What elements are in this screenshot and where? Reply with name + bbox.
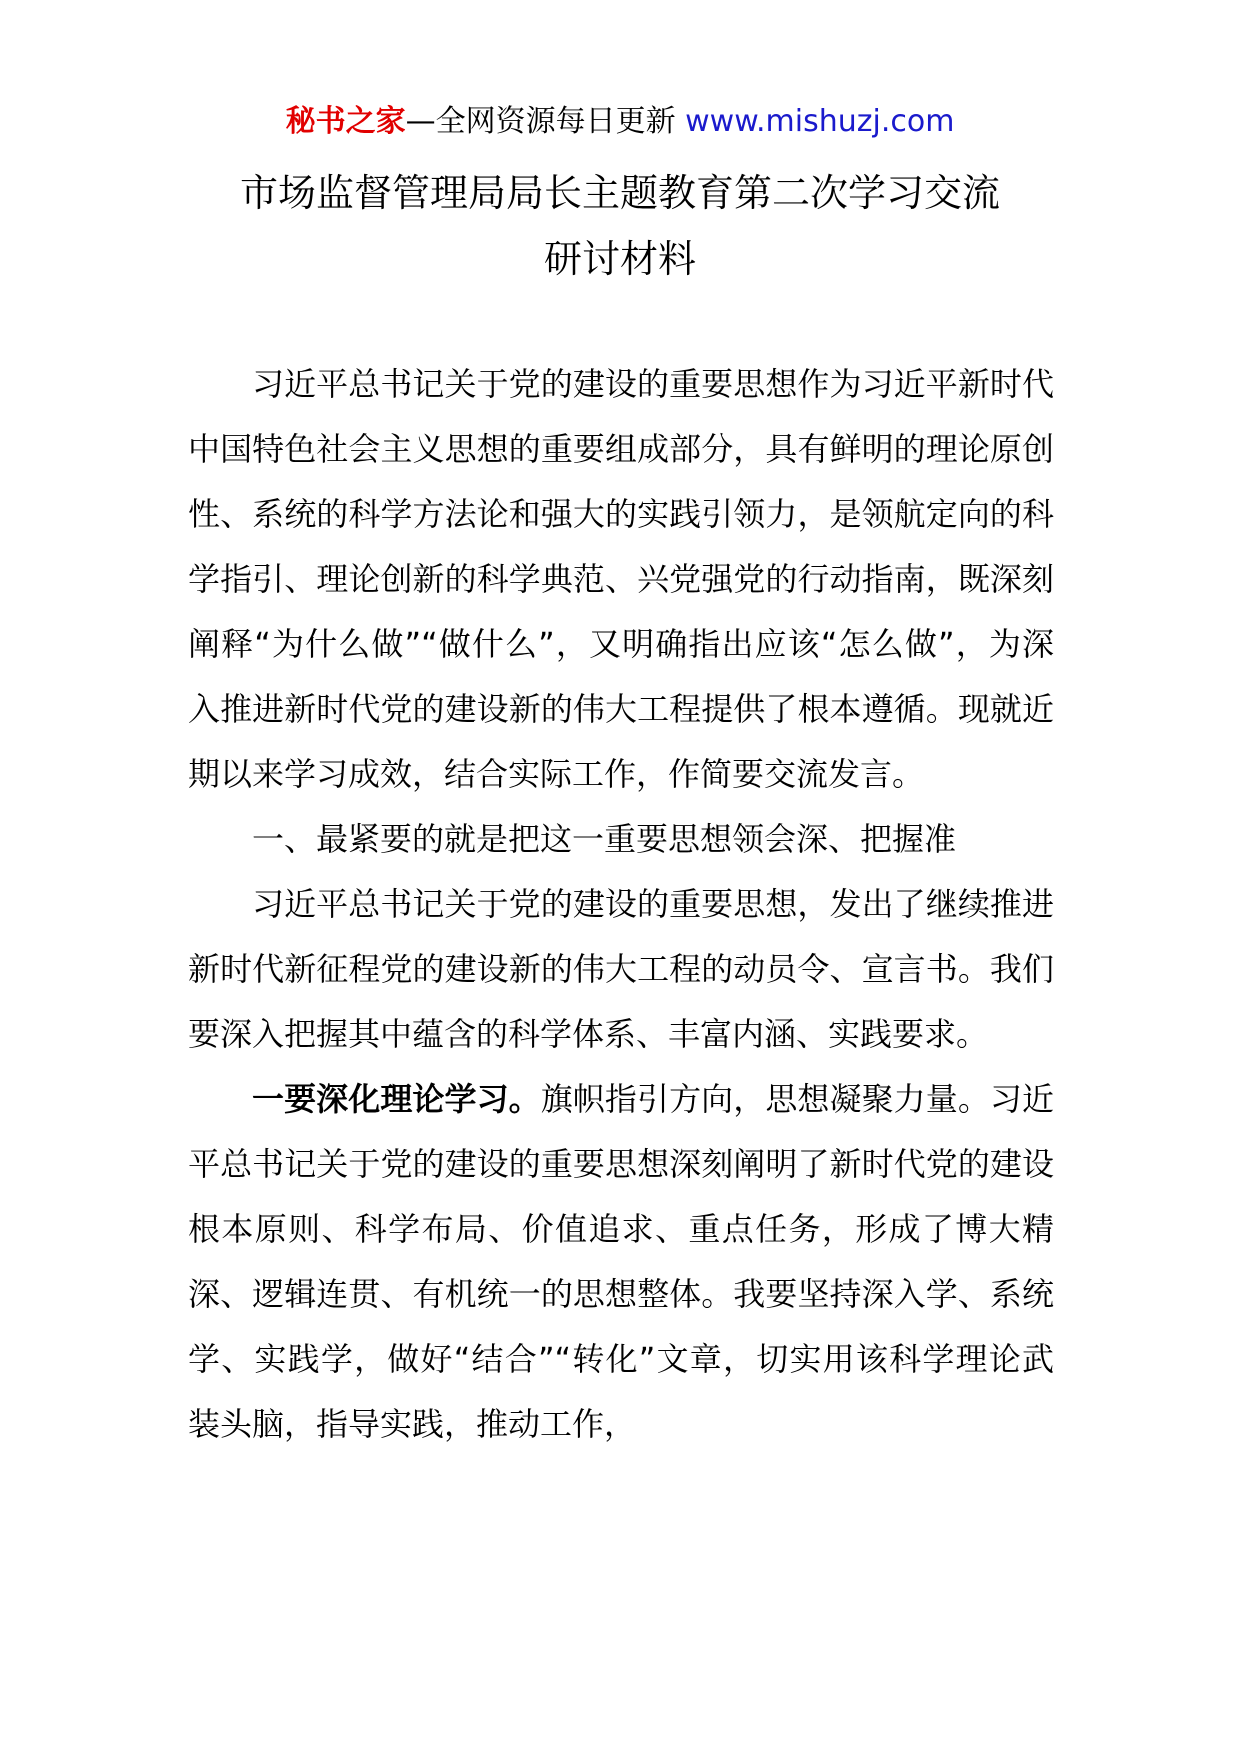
document-title bbox=[150, 160, 1090, 292]
site-header bbox=[0, 100, 1240, 144]
subsection-1-paragraph bbox=[188, 1067, 1054, 1457]
section-1-paragraph: 习近平总书记关于党的建设的重要思想，发出了继续推进新时代新征程党的建设新的伟大工程的动员令、宣言书。我们要深入把握其中蕴含的科学体系、丰富内涵、实践要求。 bbox=[188, 885, 1054, 1053]
document-body bbox=[188, 352, 1054, 1457]
section-heading-1: 一、最紧要的就是把这一重要思想领会深、把握准 bbox=[252, 820, 957, 858]
subsection-1-lead: 一要深化理论学习。 bbox=[252, 1080, 541, 1118]
site-url-link[interactable]: www.mishuzj.com bbox=[685, 104, 955, 139]
brand-name: 秘书之家 bbox=[285, 104, 406, 139]
subsection-1-text: 旗帜指引方向，思想凝聚力量。习近平总书记关于党的建设的重要思想深刻阐明了新时代党的建设根本原则、科学布局、价值追求、重点任务，形成了博大精深、逻辑连贯、有机统一的思想整体。我要坚持深入学、系统学、实践学，做好“结合”“转化”文章，切实用该科学理论武装头脑，指导实践，推动工作， bbox=[188, 1080, 1054, 1443]
intro-paragraph: 习近平总书记关于党的建设的重要思想作为习近平新时代中国特色社会主义思想的重要组成部分，具有鲜明的理论原创性、系统的科学方法论和强大的实践引领力，是领航定向的科学指引、理论创新的科学典范、兴党强党的行动指南，既深刻阐释“为什么做”“做什么”，又明确指出应该“怎么做”，为深入推进新时代党的建设新的伟大工程提供了根本遵循。现就近期以来学习成效，结合实际工作，作简要交流发言。 bbox=[188, 365, 1054, 793]
site-tagline: —全网资源每日更新 bbox=[405, 104, 686, 139]
document-title-line-1: 市场监督管理局局长主题教育第二次学习交流 bbox=[239, 171, 1000, 215]
document-title-line-2: 研讨材料 bbox=[543, 237, 696, 281]
